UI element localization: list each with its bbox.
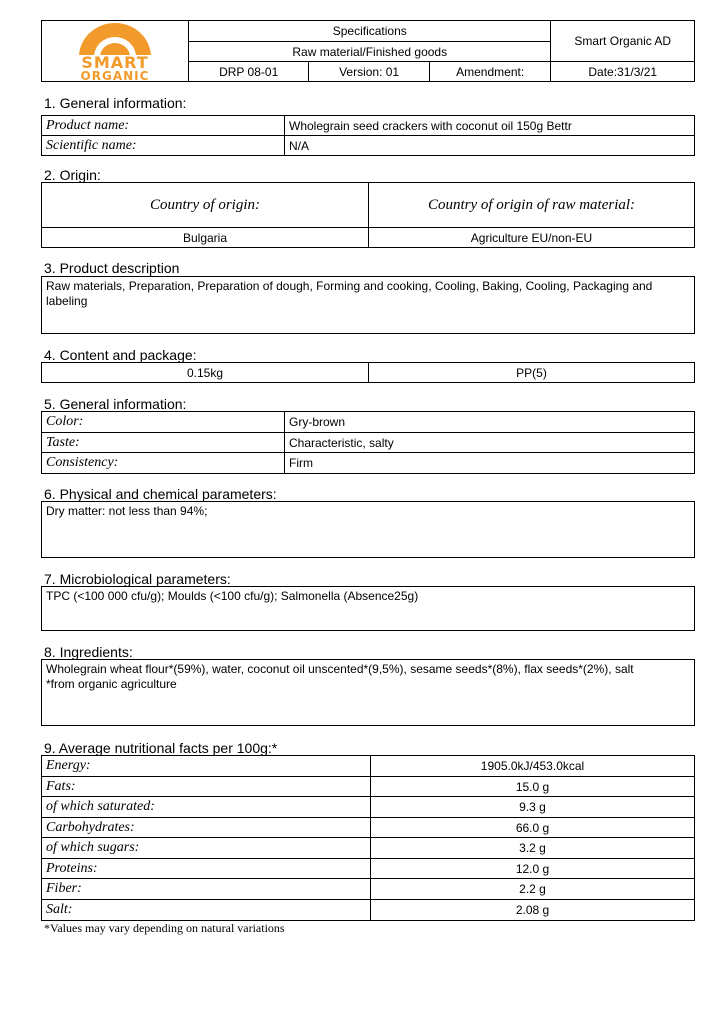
- product-name-label: Product name:: [42, 116, 285, 136]
- content-value: 0.15kg: [42, 363, 369, 383]
- nutrition-value: 66.0 g: [371, 818, 695, 838]
- header-table: [41, 20, 695, 82]
- logo-text-smart: SMART: [81, 53, 149, 72]
- nutrition-value: 15.0 g: [371, 777, 695, 797]
- physical-parameters-box: Dry matter: not less than 94%;: [41, 501, 695, 558]
- doc-date: Date:31/3/21: [551, 62, 695, 82]
- doc-title: Specifications: [189, 21, 551, 42]
- ingredients-box: [41, 659, 695, 726]
- nutrition-label: Proteins:: [42, 859, 371, 879]
- section-6-title: 6. Physical and chemical parameters:: [44, 486, 277, 502]
- doc-subtitle: Raw material/Finished goods: [189, 42, 551, 62]
- raw-material-origin-value: Agriculture EU/non-EU: [369, 228, 695, 248]
- nutrition-value: 1905.0kJ/453.0kcal: [371, 756, 695, 777]
- section-2-title: 2. Origin:: [44, 167, 101, 183]
- ingredients-organic-note: *from organic agriculture: [46, 677, 177, 691]
- nutrition-label: Fiber:: [42, 879, 371, 900]
- section-8-title: 8. Ingredients:: [44, 644, 133, 660]
- nutrition-value: 3.2 g: [371, 838, 695, 859]
- nutrition-table: [41, 755, 695, 921]
- product-description-box: Raw materials, Preparation, Preparation of dough, Forming and cooking, Cooling, Baking, Cooling, Packaging and labeling: [41, 276, 695, 334]
- raw-material-origin-label: Country of origin of raw material:: [369, 183, 695, 228]
- taste-value: Characteristic, salty: [285, 433, 695, 453]
- country-of-origin-value: Bulgaria: [42, 228, 369, 248]
- nutrition-label: Energy:: [42, 756, 371, 777]
- nutrition-value: 12.0 g: [371, 859, 695, 879]
- doc-amendment: Amendment:: [429, 62, 551, 82]
- logo-text-organic: ORGANIC: [80, 69, 150, 83]
- nutrition-value: 2.08 g: [371, 900, 695, 921]
- nutrition-value: 9.3 g: [371, 797, 695, 818]
- color-label: Color:: [42, 412, 285, 433]
- color-value: Gry-brown: [285, 412, 695, 433]
- package-value: PP(5): [369, 363, 695, 383]
- section-3-title: 3. Product description: [44, 260, 180, 276]
- logo-cell: [42, 21, 189, 82]
- product-name-value: Wholegrain seed crackers with coconut oil 150g Bettr: [285, 116, 695, 136]
- logo: [42, 21, 188, 81]
- sensory-table: [41, 411, 695, 474]
- section-1-title: 1. General information:: [44, 95, 187, 111]
- nutrition-label: of which sugars:: [42, 838, 371, 859]
- scientific-name-value: N/A: [285, 136, 695, 156]
- microbiological-parameters-box: TPC (<100 000 cfu/g); Moulds (<100 cfu/g); Salmonella (Absence25g): [41, 586, 695, 631]
- nutrition-label: Carbohydrates:: [42, 818, 371, 838]
- consistency-label: Consistency:: [42, 453, 285, 474]
- section-5-title: 5. General information:: [44, 396, 187, 412]
- company-name: Smart Organic AD: [551, 21, 695, 62]
- content-package-table: [41, 362, 695, 383]
- taste-label: Taste:: [42, 433, 285, 453]
- scientific-name-label: Scientific name:: [42, 136, 285, 156]
- nutrition-label: of which saturated:: [42, 797, 371, 818]
- nutrition-footnote: *Values may vary depending on natural variations: [44, 921, 285, 935]
- origin-table: [41, 182, 695, 248]
- doc-code: DRP 08-01: [189, 62, 309, 82]
- consistency-value: Firm: [285, 453, 695, 474]
- ingredients-list: Wholegrain wheat flour*(59%), water, coconut oil unscented*(9,5%), sesame seeds*(8%), flax seeds*(2%), salt: [46, 662, 634, 676]
- section-9-title: 9. Average nutritional facts per 100g:*: [44, 740, 278, 756]
- general-info-table: [41, 115, 695, 156]
- doc-version: Version: 01: [309, 62, 429, 82]
- nutrition-label: Fats:: [42, 777, 371, 797]
- nutrition-label: Salt:: [42, 900, 371, 921]
- section-7-title: 7. Microbiological parameters:: [44, 571, 231, 587]
- nutrition-value: 2.2 g: [371, 879, 695, 900]
- country-of-origin-label: Country of origin:: [42, 183, 369, 228]
- section-4-title: 4. Content and package:: [44, 347, 197, 363]
